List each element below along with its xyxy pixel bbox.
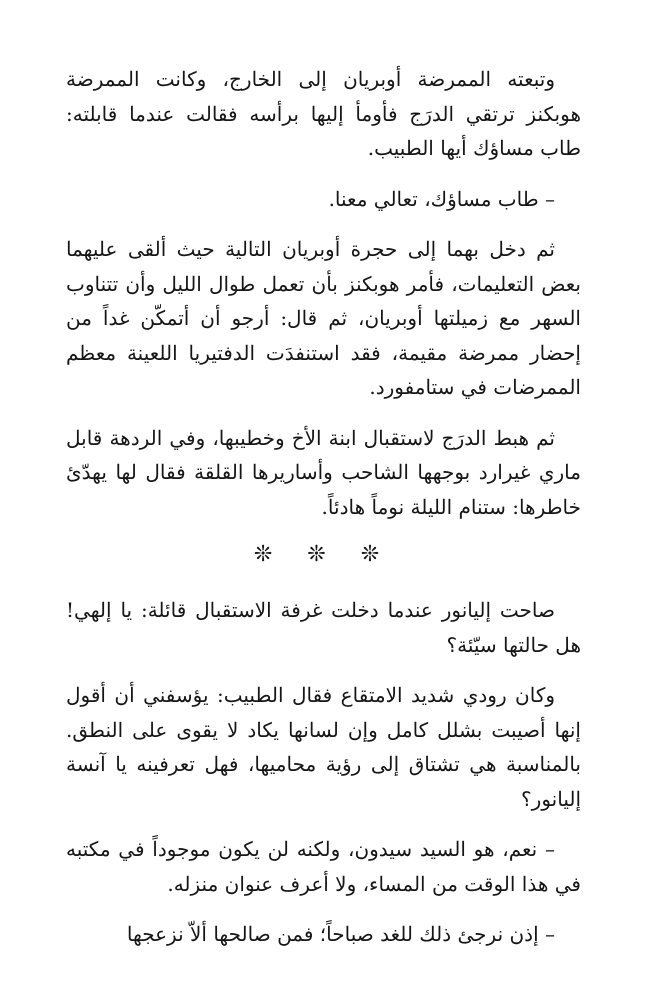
- paragraph-dialogue-tomorrow: – إذن نرجئ ذلك للغد صباحاً؛ فمن صالحها ألاّ نزعجها: [126, 922, 555, 946]
- section-separator: ❊ ❊ ❊: [253, 542, 394, 567]
- paragraph-eleanor: صاحت إليانور عندما دخلت غرفة الاستقبال قائلة: يا إلهي! هل حالتها سيّئة؟: [66, 598, 581, 657]
- paragraph-doctor-paralysis: وكان رودي شديد الامتقاع فقال الطبيب: يؤسفني أن أقول إنها أصيبت بشلل كامل وإن لسانها يكاد لا يقوى على النطق. بالمناسبة هي تشتاق إلى رؤية محاميها، فهل تعرفينه يا آنسة إليانور؟: [66, 683, 581, 811]
- paragraph-dialogue-seddon: – نعم، هو السيد سيدون، ولكنه لن يكون موجوداً في مكتبه في هذا الوقت من المساء، ولا أعرف عنوان منزله.: [66, 837, 581, 896]
- paragraph-instructions: ثم دخل بهما إلى حجرة أوبريان التالية حيث ألقى عليهما بعض التعليمات، فأمر هوبكنز بأن تعمل طوال الليل وأن تتناوب السهر مع زميلتها أوبريان، ثم قال: أرجو أن أتمكّن غداً من إحضار ممرضة مقيمة، فقد استنفدَت الدفتيريا اللعينة معظم الممرضات في ستامفورد.: [66, 237, 581, 399]
- paragraph-dialogue-good-evening: – طاب مساؤك، تعالي معنا.: [328, 186, 555, 211]
- paragraph-nurse-obrien: وتبعته الممرضة أوبريان إلى الخارج، وكانت الممرضة هوبكنز ترتقي الدرَج فأومأ إليها برأسه فقالت عندما قابلته: طاب مساؤك أيها الطبيب.: [66, 67, 581, 160]
- paragraph-hall-mary: ثم هبط الدرَج لاستقبال ابنة الأخ وخطيبها، وفي الردهة قابل ماري غيرارد بوجهها الشاحب وأساريرها القلقة فقال لها يهدّئ خاطرها: ستنام الليلة نوماً هادئاً.: [66, 425, 581, 519]
